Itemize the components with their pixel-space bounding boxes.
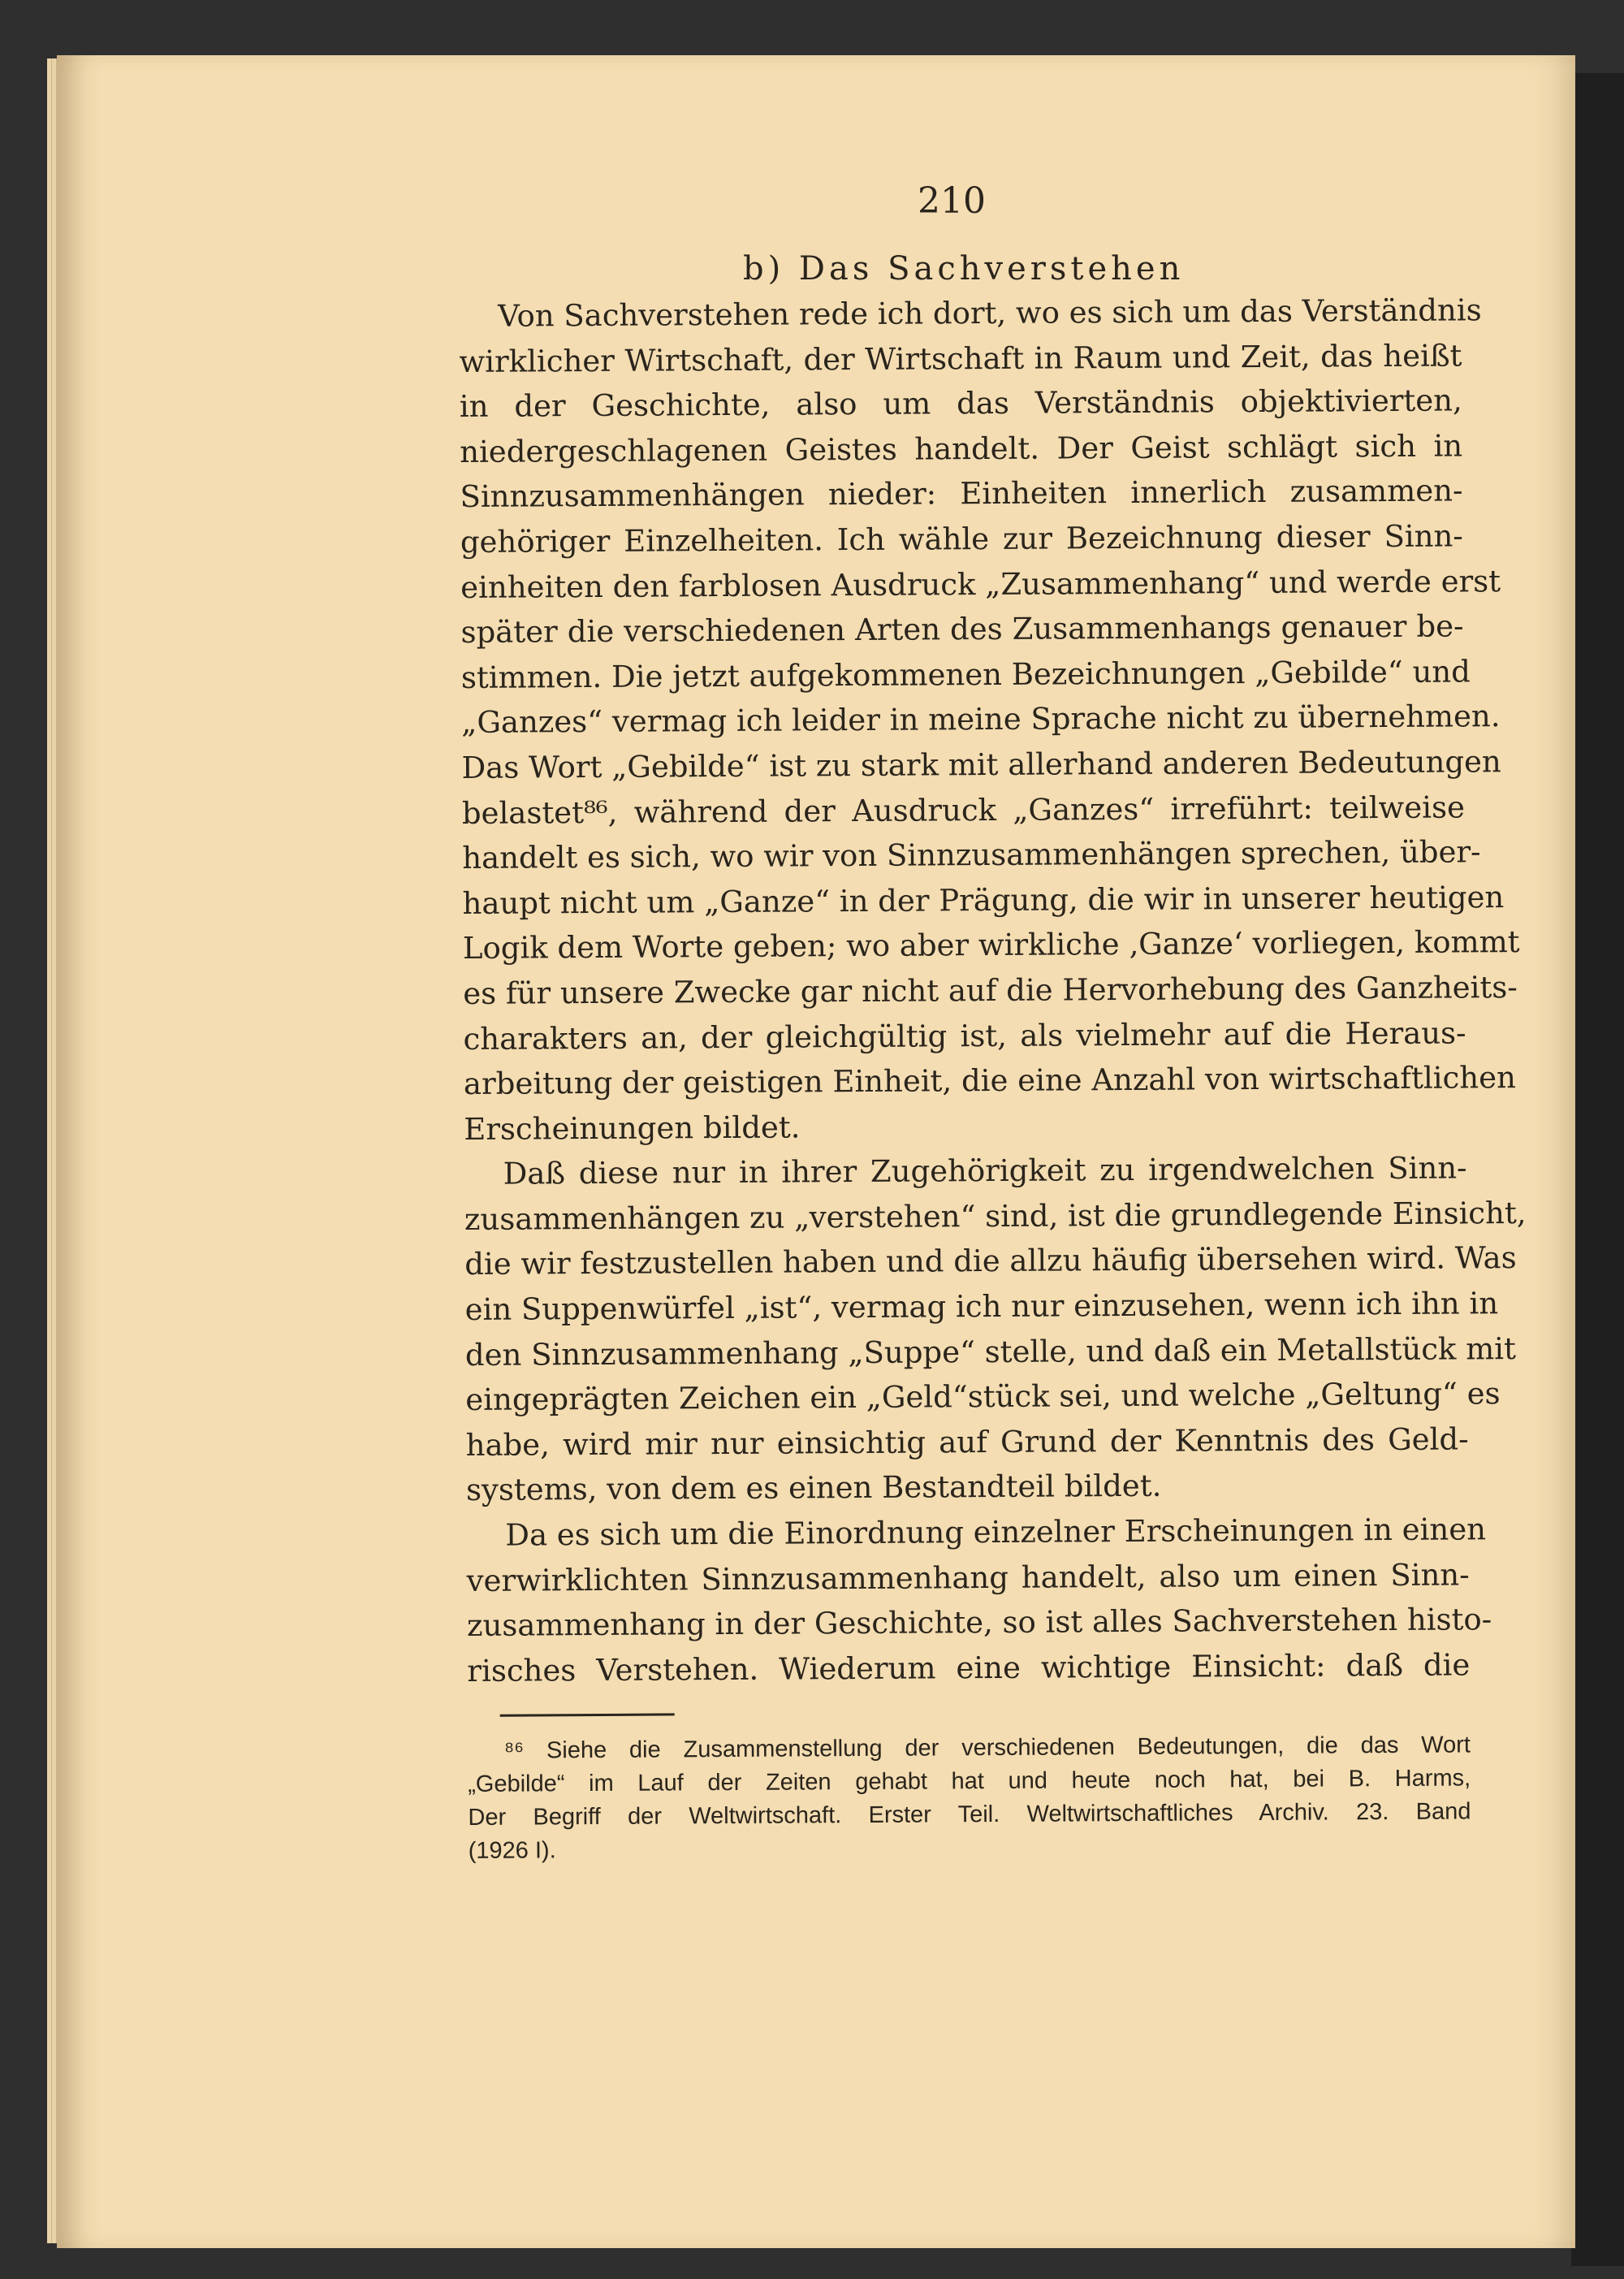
text-line: Von Sachverstehen rede ich dort, wo es sich um das Verständnis: [498, 292, 1482, 334]
footnote-rule: [500, 1714, 675, 1717]
footnote-line: „Gebilde“ im Lauf der Zeiten gehabt hat und heute noch hat, bei B. Harms,: [468, 1765, 1471, 1798]
text-line: Da es sich um die Einordnung einzelner Erscheinungen in einen: [505, 1511, 1487, 1553]
text-line: es für unsere Zwecke gar nicht auf die Hervorhebung des Ganzheits-: [463, 969, 1518, 1011]
footnote-line: (1926 I).: [468, 1837, 556, 1865]
text-line: einheiten den farblosen Ausdruck „Zusammenhang“ und werde erst: [460, 563, 1501, 605]
text-line: zusammenhängen zu „verstehen“ sind, ist die grundlegende Einsicht,: [464, 1195, 1527, 1237]
text-line: gehöriger Einzelheiten. Ich wähle zur Bezeichnung dieser Sinn-: [460, 518, 1463, 560]
text-line: belastet⁸⁶, während der Ausdruck „Ganzes“ irreführt: teilweise: [461, 789, 1466, 831]
text-line: wirklicher Wirtschaft, der Wirtschaft in Raum und Zeit, das heißt: [459, 338, 1462, 379]
text-line: Erscheinungen bildet.: [464, 1109, 801, 1147]
text-line: ein Suppenwürfel „ist“, vermag ich nur einzusehen, wenn ich ihn in: [464, 1286, 1499, 1328]
text-line: eingeprägten Zeichen ein „Geld“stück sei, und welche „Geltung“ es: [465, 1376, 1501, 1418]
text-line: Logik dem Worte geben; wo aber wirkliche ‚Ganze‘ vorliegen, kommt: [462, 924, 1520, 967]
text-line: in der Geschichte, also um das Verständnis objektivierten,: [459, 383, 1462, 425]
text-line: arbeitung der geistigen Einheit, die eine Anzahl von wirtschaftlichen: [463, 1060, 1516, 1102]
section-heading: b) Das Sachverstehen: [743, 250, 1185, 288]
text-line: niedergeschlagenen Geistes handelt. Der Geist schlägt sich in: [460, 428, 1463, 469]
text-line: später die verschiedenen Arten des Zusammenhangs genauer be-: [460, 608, 1464, 651]
text-line: verwirklichten Sinnzusammenhang handelt, also um einen Sinn-: [466, 1557, 1470, 1598]
page-number: 210: [918, 180, 986, 222]
footnote-line: Der Begriff der Weltwirtschaft. Erster Teil. Weltwirtschaftliches Archiv. 23. Band: [468, 1798, 1471, 1831]
footnote-line: ⁸⁶ Siehe die Zusammenstellung der verschiedenen Bedeutungen, die das Wort: [503, 1732, 1471, 1765]
background-edge: [1571, 73, 1624, 2266]
text-line: Das Wort „Gebilde“ ist zu stark mit allerhand anderen Bedeutungen: [461, 744, 1501, 785]
text-line: risches Verstehen. Wiederum eine wichtige Einsicht: daß die: [467, 1647, 1471, 1689]
text-line: Daß diese nur in ihrer Zugehörigkeit zu irgendwelchen Sinn-: [503, 1150, 1467, 1191]
text-line: die wir festzustellen haben und die allzu häufig übersehen wird. Was: [464, 1240, 1517, 1282]
text-line: charakters an, der gleichgültig ist, als vielmehr auf die Heraus-: [463, 1014, 1466, 1057]
text-line: Sinnzusammenhängen nieder: Einheiten innerlich zusammen-: [460, 473, 1463, 515]
text-line: stimmen. Die jetzt aufgekommenen Bezeichnungen „Gebilde“ und: [460, 654, 1471, 695]
text-line: zusammenhang in der Geschichte, so ist alles Sachverstehen histo-: [466, 1602, 1492, 1644]
body-text: [459, 288, 1527, 1868]
text-line: systems, von dem es einen Bestandteil bildet.: [465, 1468, 1162, 1508]
text-line: „Ganzes“ vermag ich leider in meine Sprache nicht zu übernehmen.: [461, 698, 1501, 741]
text-line: handelt es sich, wo wir von Sinnzusammenhängen sprechen, über-: [462, 834, 1481, 876]
text-line: den Sinnzusammenhang „Suppe“ stelle, und daß ein Metallstück mit: [464, 1330, 1517, 1373]
text-line: habe, wird mir nur einsichtig auf Grund der Kenntnis des Geld-: [465, 1421, 1469, 1463]
text-line: haupt nicht um „Ganze“ in der Prägung, die wir in unserer heutigen: [462, 879, 1505, 921]
